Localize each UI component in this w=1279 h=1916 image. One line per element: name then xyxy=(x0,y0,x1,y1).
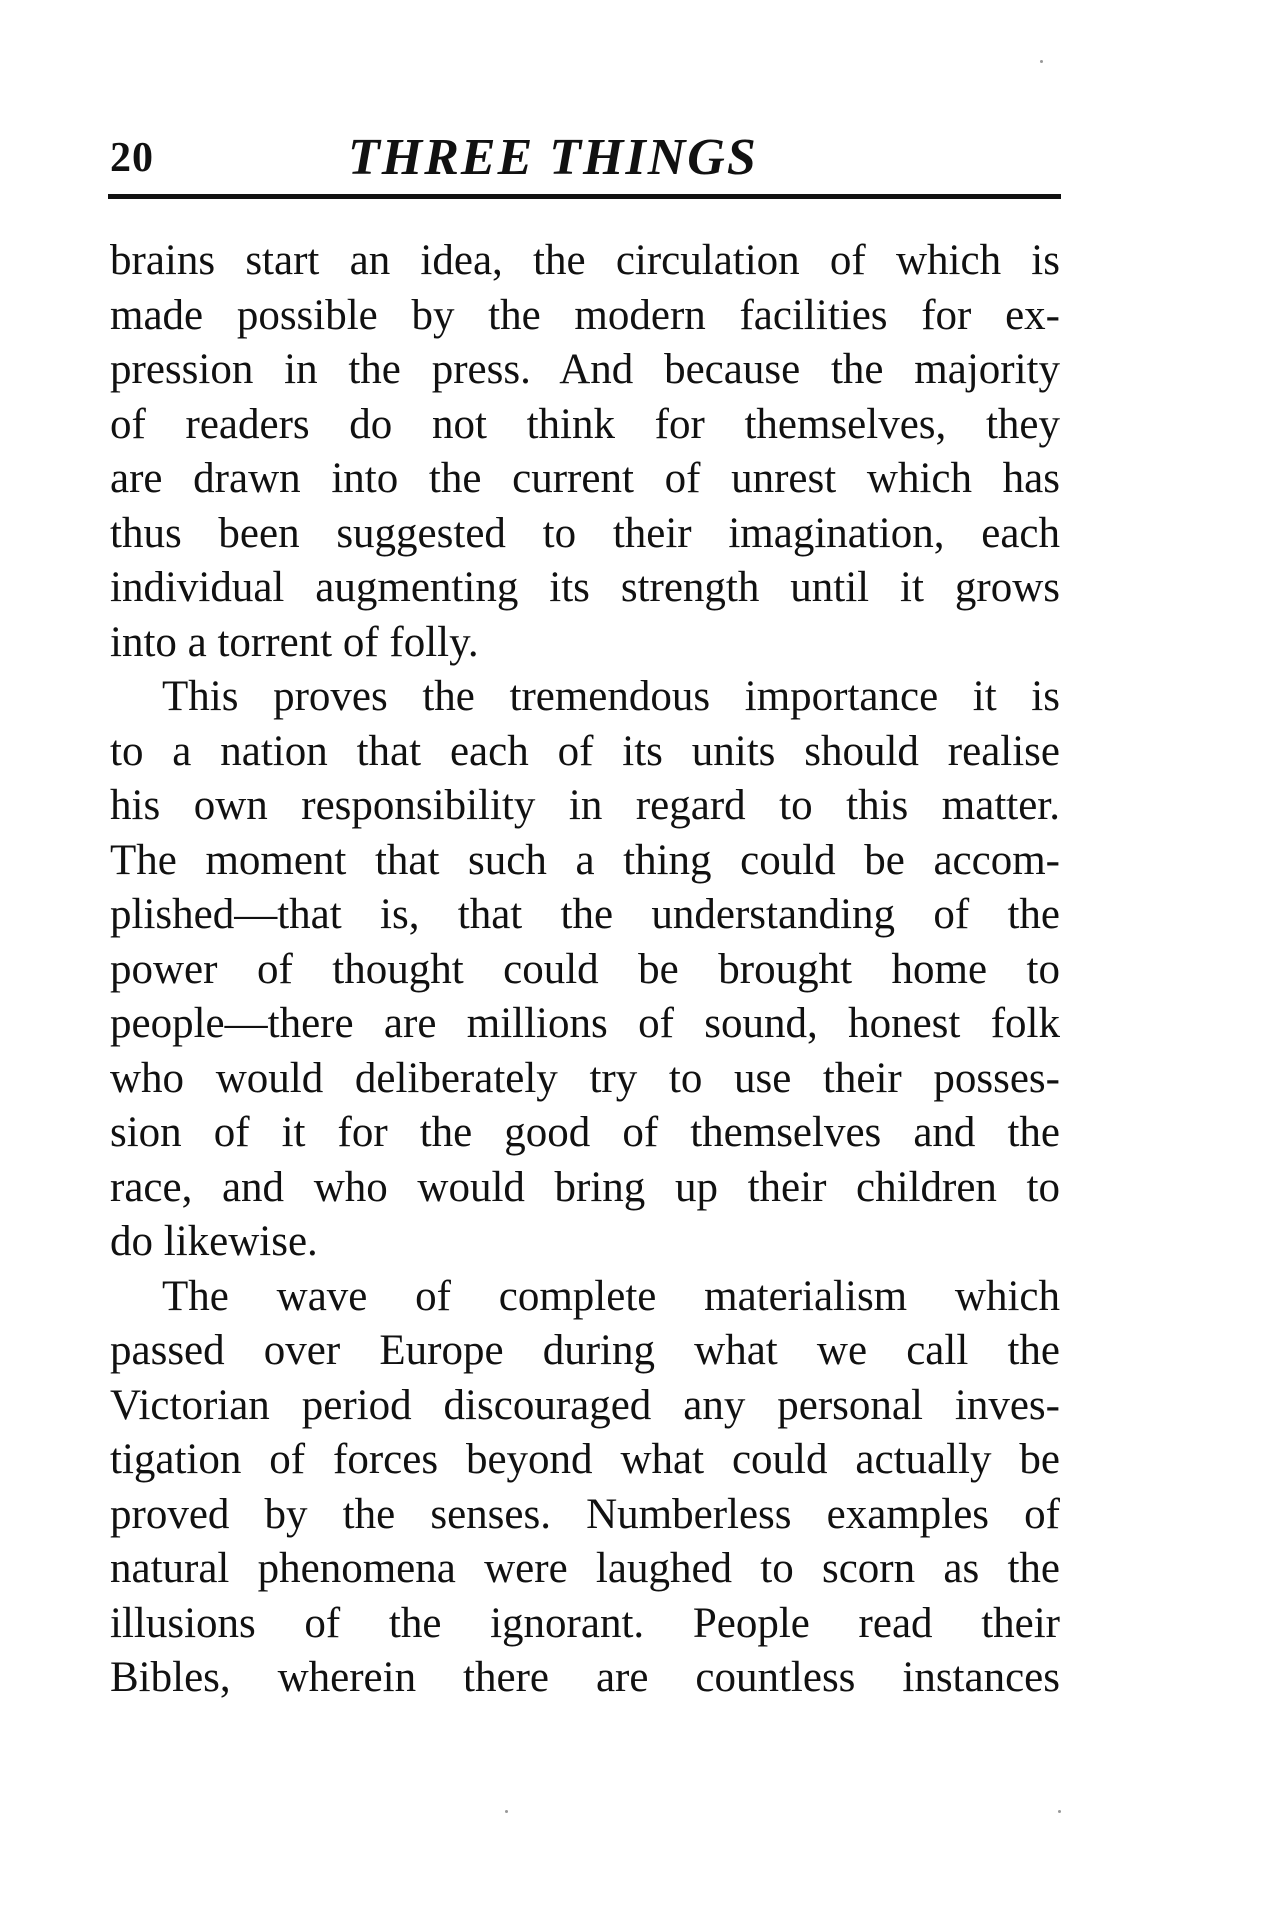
text-line: Victorian period discouraged any personal inves- xyxy=(110,1381,1060,1429)
text-line: tigation of forces beyond what could actually be xyxy=(110,1436,1060,1483)
text-line: Bibles, wherein there are countless instances xyxy=(110,1654,1060,1701)
header-rule xyxy=(108,194,1061,199)
text-line: The moment that such a thing could be accom- xyxy=(110,836,1060,884)
text-line: proved by the senses. Numberless examples of xyxy=(110,1490,1060,1538)
text-line: his own responsibility in regard to this matter. xyxy=(110,782,1060,829)
text-line: natural phenomena were laughed to scorn as the xyxy=(110,1545,1060,1592)
text-line: sion of it for the good of themselves and the xyxy=(110,1109,1060,1156)
body-text xyxy=(110,234,1060,1706)
text-line: of readers do not think for themselves, they xyxy=(110,400,1060,448)
running-title: THREE THINGS xyxy=(348,129,758,186)
text-line: race, and who would bring up their children to xyxy=(110,1163,1060,1211)
text-line: people—there are millions of sound, honest folk xyxy=(110,1000,1060,1047)
text-line: pression in the press. And because the majority xyxy=(110,346,1060,393)
paragraph-first-line: The wave of complete materialism which xyxy=(162,1272,1060,1320)
text-line: are drawn into the current of unrest which has xyxy=(110,455,1060,502)
text-line: power of thought could be brought home to xyxy=(110,945,1060,993)
text-line: do likewise. xyxy=(110,1218,318,1265)
scan-speck xyxy=(505,1810,508,1813)
paragraph-first-line: This proves the tremendous importance it is xyxy=(162,673,1060,720)
scan-speck xyxy=(1058,1810,1061,1813)
text-line: made possible by the modern facilities for ex- xyxy=(110,291,1060,339)
page-number: 20 xyxy=(110,135,154,181)
text-line: who would deliberately try to use their posses- xyxy=(110,1054,1060,1102)
text-line: to a nation that each of its units should realise xyxy=(110,727,1060,775)
running-head xyxy=(110,128,1060,188)
text-line: individual augmenting its strength until it grows xyxy=(110,564,1060,611)
text-line: illusions of the ignorant. People read their xyxy=(110,1599,1060,1647)
text-line: brains start an idea, the circulation of which is xyxy=(110,237,1060,284)
text-line: thus been suggested to their imagination, each xyxy=(110,509,1060,557)
text-line: passed over Europe during what we call the xyxy=(110,1327,1060,1374)
text-line: plished—that is, that the understanding of the xyxy=(110,891,1060,938)
scan-speck xyxy=(1040,60,1043,63)
text-line: into a torrent of folly. xyxy=(110,618,479,666)
